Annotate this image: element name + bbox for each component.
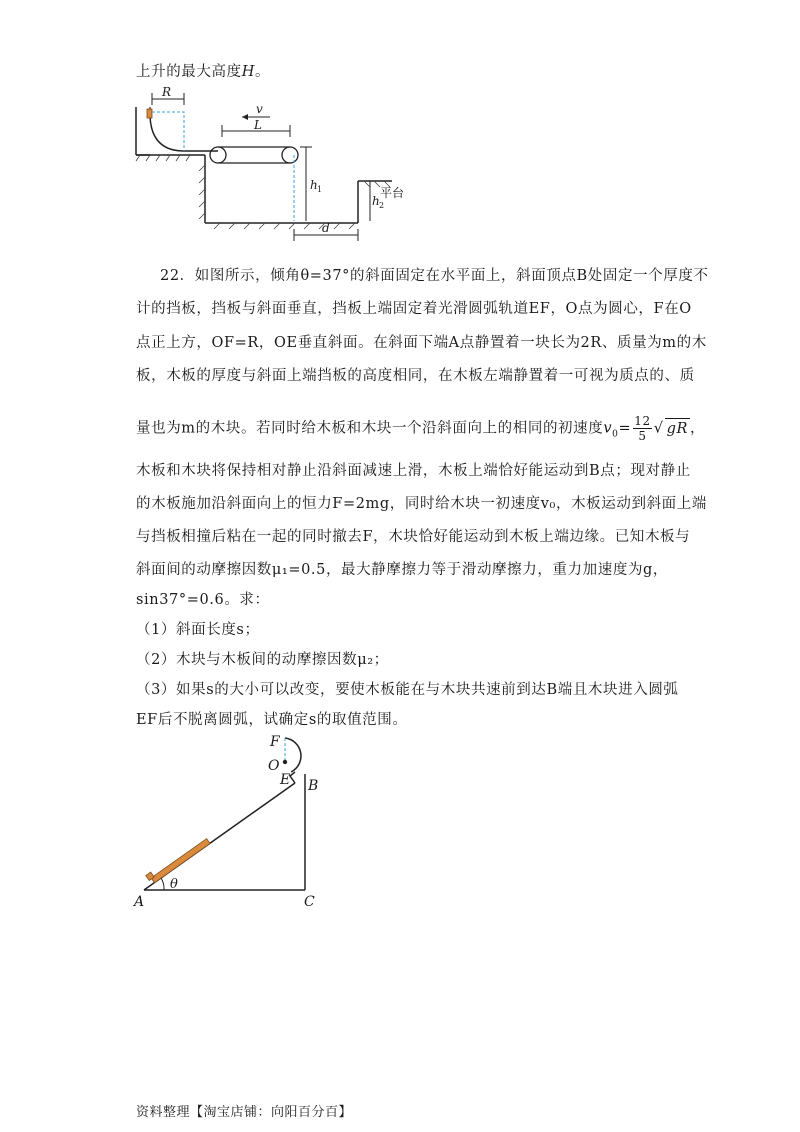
question-3-cont: EF后不脱离圆弧，试确定s的取值范围。 (136, 712, 408, 728)
continuation-text: 上升的最大高度 (136, 64, 242, 80)
question-3: （3）如果s的大小可以改变，要使木板能在与木块共速前到达B端且木块进入圆弧 (136, 682, 679, 698)
label-h2-sub: 2 (379, 201, 385, 210)
board-group (146, 835, 210, 885)
continuation-line (136, 62, 270, 82)
footer-source: 资料整理【淘宝店铺：向阳百分百】 (136, 1105, 353, 1120)
label-platform: 平台 (380, 186, 405, 200)
center-O (283, 760, 287, 764)
v0-fraction (633, 414, 651, 443)
fraction-numerator: 12 (634, 414, 651, 428)
continuation-end: 。 (254, 64, 271, 80)
label-B: B (308, 778, 319, 794)
label-E: E (280, 772, 291, 788)
ground-hatching (136, 155, 190, 161)
question-2: （2）木块与木板间的动摩擦因数μ₂； (136, 652, 389, 668)
problem-line-2: 计的挡板，挡板与斜面垂直，挡板上端固定着光滑圆弧轨道EF，O点为圆心，F在O (136, 301, 692, 317)
theta-arc (161, 878, 164, 890)
figure-1-track-diagram (130, 85, 430, 245)
label-L: L (254, 118, 262, 132)
arc-EF (285, 738, 301, 772)
fraction-denominator: 5 (638, 429, 647, 443)
label-A: A (134, 894, 145, 910)
label-theta: θ (170, 877, 178, 892)
sqrt-sign: √ (653, 420, 664, 437)
question-1: （1）斜面长度s； (136, 622, 260, 638)
problem-line-v0 (136, 414, 705, 444)
radius-dashed (152, 112, 184, 151)
step-hatching (199, 165, 205, 219)
v0-symbol: v (603, 420, 613, 437)
v0-sub: 0 (612, 429, 619, 440)
label-h1-sub: 1 (317, 185, 323, 194)
problem-line-3: 点正上方，OF=R，OE垂直斜面。在斜面下端A点静置着一块长为2R、质量为m的木 (136, 335, 707, 351)
label-v: v (256, 102, 263, 116)
problem-line-6: 的木板施加沿斜面向上的恒力F=2mg，同时给木块一初速度v₀，木板运动到斜面上端 (136, 496, 707, 512)
velocity-arrowhead (242, 114, 248, 120)
v0-end: ， (689, 420, 706, 437)
small-block (147, 109, 152, 118)
v0-line-prefix: 量也为m的木块。若同时给木板和木块一个沿斜面向上的相同的初速度 (136, 420, 604, 437)
board (151, 839, 210, 883)
problem-line-4: 板，木板的厚度与斜面上端挡板的高度相同，在木板左端静置着一可视为质点的、质 (136, 368, 695, 384)
var-H: H (241, 64, 255, 80)
left-roller (210, 147, 226, 163)
lower-hatching (214, 223, 355, 229)
label-F: F (270, 734, 280, 750)
sqrt-radicand: gR (665, 418, 690, 439)
problem-line-7: 与挡板相撞后粘在一起的同时撤去F，木块恰好能运动到木板上端边缘。已知木板与 (136, 529, 691, 545)
problem-line-8: 斜面间的动摩擦因数μ₁=0.5，最大静摩擦力等于滑动摩擦力，重力加速度为g， (136, 562, 669, 578)
problem-line-5: 木板和木块将保持相对静止沿斜面减速上滑，木板上端恰好能运动到B点；现对静止 (136, 463, 691, 479)
label-h2: h (372, 194, 380, 208)
label-d: d (322, 221, 330, 235)
figure-2-incline-diagram (130, 728, 350, 913)
right-roller (282, 147, 298, 163)
label-h1: h (310, 178, 318, 192)
label-C: C (304, 894, 315, 910)
v0-equals: = (618, 420, 632, 437)
problem-line-1: 22．如图所示，倾角θ=37°的斜面固定在水平面上，斜面顶点B处固定一个厚度不 (160, 268, 709, 284)
barrier-at-B (290, 772, 295, 783)
problem-line-9: sin37°=0.6。求： (136, 592, 270, 608)
label-O: O (268, 758, 280, 774)
label-R: R (162, 85, 172, 99)
